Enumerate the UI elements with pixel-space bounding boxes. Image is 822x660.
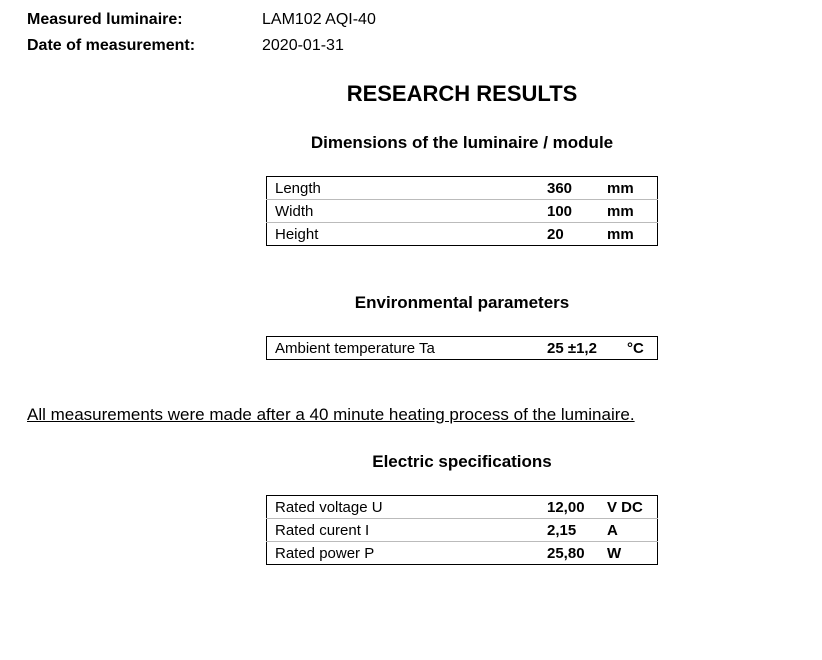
row-unit: mm [607, 225, 634, 243]
table-row [267, 200, 658, 223]
measurement-date-label: Date of measurement: [27, 37, 196, 54]
table-row [267, 542, 658, 565]
row-unit: mm [603, 177, 658, 200]
row-value: 20 [547, 225, 564, 243]
table-row [267, 337, 658, 360]
row-name: Height [275, 225, 319, 243]
table-row [267, 519, 658, 542]
row-value: 12,00 [547, 496, 603, 519]
measured-luminaire-value: LAM102 AQI-40 [262, 11, 376, 28]
row-name: Rated voltage U [267, 496, 548, 519]
row-unit: mm [603, 200, 658, 223]
table-row [267, 177, 658, 200]
row-value: 360 [547, 177, 603, 200]
row-unit: °C [627, 339, 644, 357]
electric-section-title: Electric specifications [372, 452, 552, 471]
row-value: 25,80 [547, 544, 585, 562]
row-name: Width [267, 200, 548, 223]
dimensions-section-title: Dimensions of the luminaire / module [310, 133, 614, 152]
table-row [267, 223, 658, 246]
row-name: Rated curent I [267, 519, 548, 542]
environmental-table [266, 336, 658, 360]
row-name: Ambient temperature Ta [275, 339, 435, 357]
row-name: Rated power P [275, 544, 375, 562]
row-unit: A [603, 519, 658, 542]
electric-table [266, 495, 658, 565]
row-name: Length [267, 177, 548, 200]
measured-luminaire-label: Measured luminaire: [27, 11, 183, 28]
measurement-date-value: 2020-01-31 [262, 37, 344, 54]
environmental-section-title: Environmental parameters [354, 293, 570, 312]
row-unit: W [607, 544, 622, 562]
row-value: 25 ±1,2 [547, 339, 597, 357]
row-unit: V DC [603, 496, 658, 519]
row-value: 2,15 [547, 519, 603, 542]
heating-note: All measurements were made after a 40 minute heating process of the luminaire. [27, 405, 635, 424]
table-row [267, 496, 658, 519]
dimensions-table [266, 176, 658, 246]
page-title: RESEARCH RESULTS [346, 81, 578, 106]
row-value: 100 [547, 200, 603, 223]
